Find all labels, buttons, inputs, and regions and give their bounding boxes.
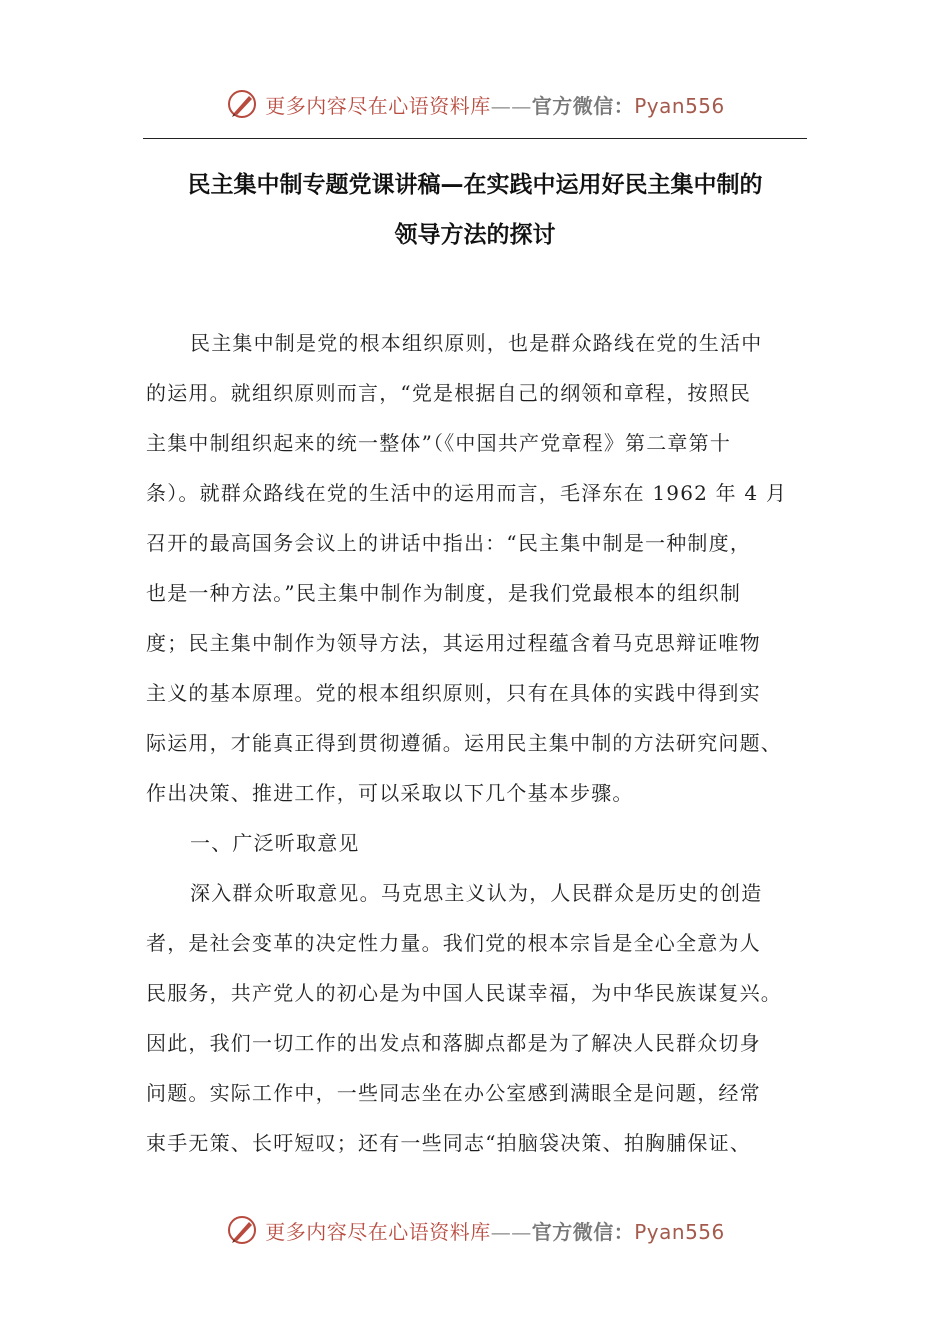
title-line: 民主集中制专题党课讲稿—在实践中运用好民主集中制的	[187, 172, 763, 198]
body-line: 作出决策、推进工作，可以采取以下几个基本步骤。	[146, 781, 634, 805]
body-line: 民主集中制是党的根本组织原则，也是群众路线在党的生活中	[190, 331, 763, 355]
body-line: 者，是社会变革的决定性力量。我们党的根本宗旨是全心全意为人	[146, 931, 761, 955]
body-line: 的运用。就组织原则而言，“党是根据自己的纲领和章程，按照民	[146, 381, 752, 405]
header-rule	[143, 138, 807, 139]
body-line: 条）。就群众路线在党的生活中的运用而言，毛泽东在 1962 年 4 月	[146, 481, 788, 505]
document-body	[146, 318, 806, 1168]
header-banner	[0, 84, 950, 124]
document-title	[143, 160, 807, 260]
body-line: 束手无策、长吁短叹；还有一些同志“拍脑袋决策、拍胸脯保证、	[146, 1131, 752, 1155]
pen-logo-icon	[225, 87, 259, 121]
body-line: 主义的基本原理。党的根本组织原则，只有在具体的实践中得到实	[146, 681, 761, 705]
body-line: 际运用，才能真正得到贯彻遵循。运用民主集中制的方法研究问题、	[146, 731, 782, 755]
body-line: 问题。实际工作中，一些同志坐在办公室感到满眼全是问题，经常	[146, 1081, 761, 1105]
body-line: 民服务，共产党人的初心是为中国人民谋幸福，为中华民族谋复兴。	[146, 981, 782, 1005]
body-line: 度；民主集中制作为领导方法，其运用过程蕴含着马克思辩证唯物	[146, 631, 761, 655]
body-line: 也是一种方法。”民主集中制作为制度，是我们党最根本的组织制	[146, 581, 742, 605]
title-line: 领导方法的探讨	[394, 222, 556, 248]
body-line: 主集中制组织起来的统一整体”（《中国共产党章程》第二章第十	[146, 431, 732, 455]
footer-banner	[0, 1210, 950, 1250]
body-line: 因此，我们一切工作的出发点和落脚点都是为了解决人民群众切身	[146, 1031, 761, 1055]
section-heading: 一、广泛听取意见	[190, 831, 360, 855]
header-banner-text: 更多内容尽在心语资料库——官方微信：Pyan556	[265, 93, 725, 118]
body-line: 深入群众听取意见。马克思主义认为，人民群众是历史的创造	[190, 881, 763, 905]
pen-logo-icon	[225, 1213, 259, 1247]
footer-banner-text: 更多内容尽在心语资料库——官方微信：Pyan556	[265, 1219, 725, 1244]
body-line: 召开的最高国务会议上的讲话中指出：“民主集中制是一种制度，	[146, 531, 752, 555]
